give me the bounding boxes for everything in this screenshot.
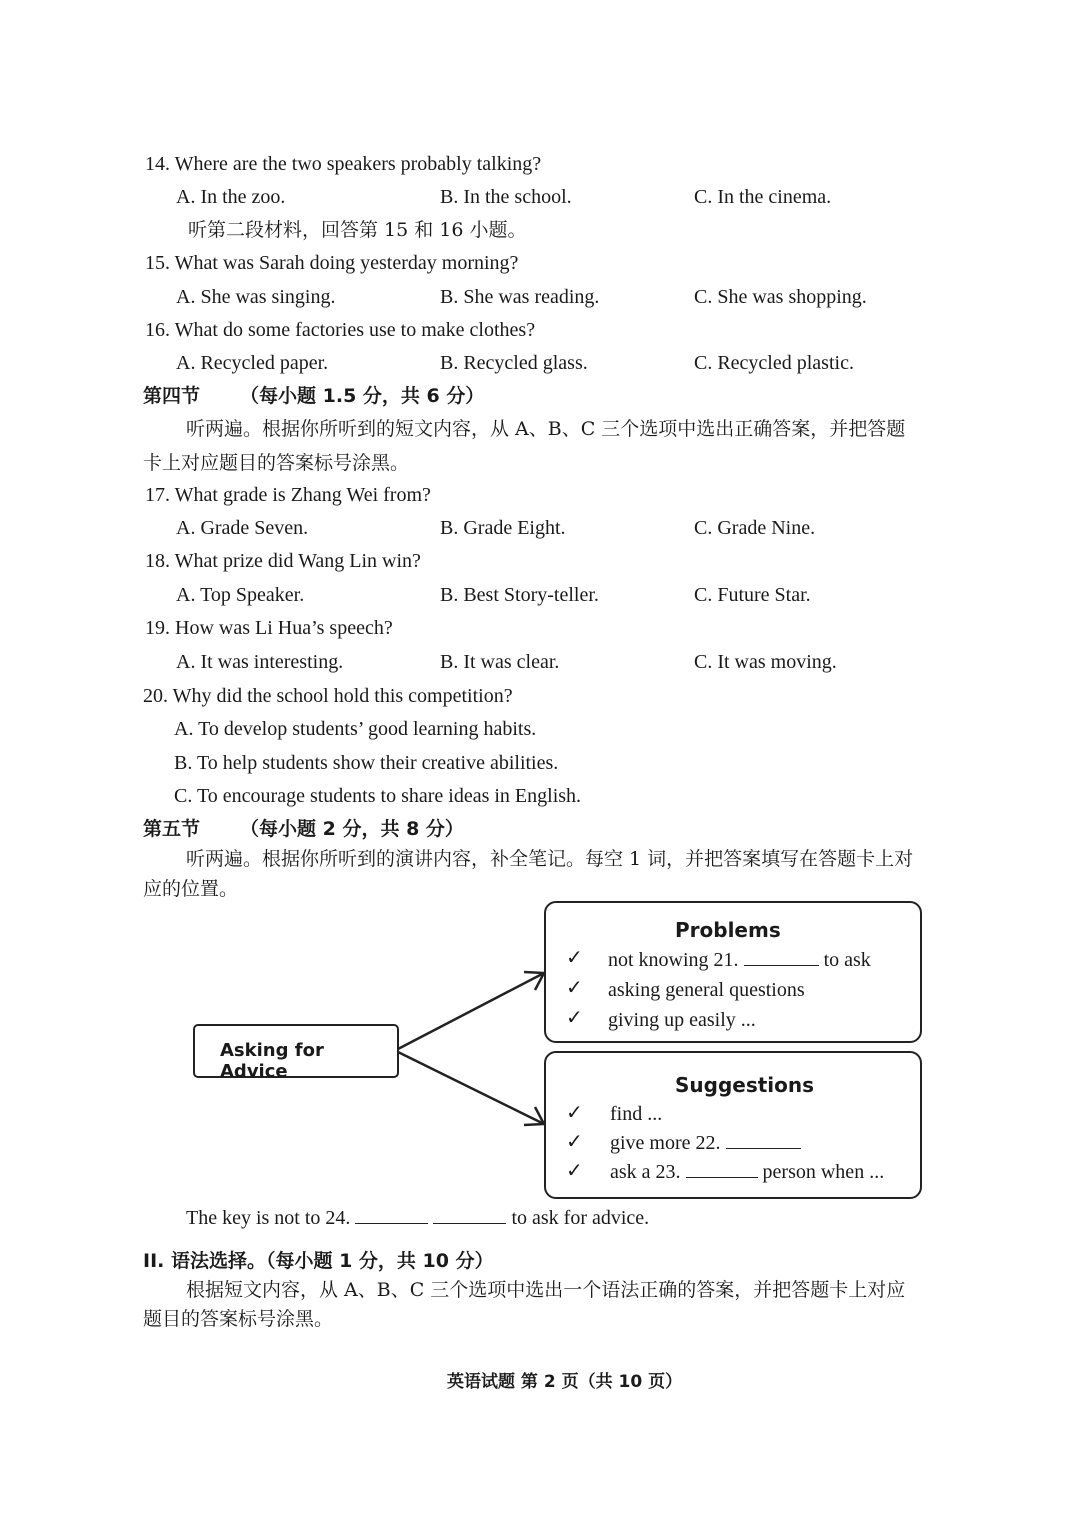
- q18-option-b: B. Best Story-teller.: [440, 584, 599, 606]
- suggestions-title: Suggestions: [675, 1073, 815, 1097]
- instruction-15-16: 听第二段材料，回答第 15 和 16 小题。: [188, 219, 527, 241]
- page-footer: 英语试题 第 2 页（共 10 页）: [447, 1372, 683, 1392]
- suggestions-item-3: [610, 1159, 884, 1185]
- q18-option-c: C. Future Star.: [694, 584, 811, 606]
- problems-title: Problems: [675, 918, 781, 942]
- suggestions-item-3-pre: ask a 23.: [610, 1161, 681, 1183]
- section4-score: （每小题 1.5 分，共 6 分）: [240, 385, 485, 407]
- section4-instruction-1: 听两遍。根据你所听到的短文内容，从 A、B、C 三个选项中选出正确答案，并把答题: [186, 418, 906, 440]
- q14-option-b: B. In the school.: [440, 186, 572, 208]
- check-icon: ✓: [566, 1129, 583, 1153]
- q17-option-a: A. Grade Seven.: [176, 517, 309, 539]
- blank-24b: [433, 1205, 506, 1224]
- q15-stem: 15. What was Sarah doing yesterday morning?: [145, 252, 519, 274]
- q15-option-c: C. She was shopping.: [694, 286, 867, 308]
- section5-score: （每小题 2 分，共 8 分）: [240, 818, 464, 840]
- q17-option-b: B. Grade Eight.: [440, 517, 566, 539]
- section5-title: 第五节: [143, 818, 201, 840]
- q18-stem: 18. What prize did Wang Lin win?: [145, 550, 421, 572]
- suggestions-item-1: find ...: [610, 1103, 663, 1125]
- q19-option-b: B. It was clear.: [440, 651, 560, 673]
- q19-option-a: A. It was interesting.: [176, 651, 344, 673]
- check-icon: ✓: [566, 1005, 583, 1029]
- suggestions-box: [544, 1051, 922, 1199]
- key-line: [186, 1205, 649, 1231]
- q20-option-c: C. To encourage students to share ideas in English.: [174, 785, 582, 807]
- key-line-pre: The key is not to 24.: [186, 1207, 351, 1229]
- q15-option-b: B. She was reading.: [440, 286, 600, 308]
- section4-instruction-2: 卡上对应题目的答案标号涂黑。: [143, 452, 410, 474]
- blank-22: [726, 1130, 801, 1149]
- problems-item-1: [608, 947, 871, 973]
- arrow-to-suggestions: [398, 1052, 544, 1124]
- q17-stem: 17. What grade is Zhang Wei from?: [145, 484, 431, 506]
- key-line-post: to ask for advice.: [511, 1207, 650, 1229]
- arrow-to-problems: [398, 973, 544, 1049]
- q16-option-c: C. Recycled plastic.: [694, 352, 854, 374]
- q20-option-a: A. To develop students’ good learning habits.: [174, 718, 537, 740]
- section4-title: 第四节: [143, 385, 201, 407]
- check-icon: ✓: [566, 975, 583, 999]
- section5-instruction-2: 应的位置。: [143, 878, 239, 900]
- q17-option-c: C. Grade Nine.: [694, 517, 816, 539]
- check-icon: ✓: [566, 945, 583, 969]
- problems-item-1-post: to ask: [823, 949, 871, 971]
- blank-23: [686, 1159, 758, 1178]
- part2-title: II. 语法选择。（每小题 1 分，共 10 分）: [143, 1250, 494, 1272]
- q15-option-a: A. She was singing.: [176, 286, 336, 308]
- problems-item-2: asking general questions: [608, 979, 805, 1001]
- check-icon: ✓: [566, 1158, 583, 1182]
- q19-stem: 19. How was Li Hua’s speech?: [145, 617, 393, 639]
- check-icon: ✓: [566, 1100, 583, 1124]
- q18-option-a: A. Top Speaker.: [176, 584, 305, 606]
- q14-option-c: C. In the cinema.: [694, 186, 832, 208]
- suggestions-item-3-post: person when ...: [762, 1161, 885, 1183]
- q14-stem: 14. Where are the two speakers probably talking?: [145, 153, 542, 175]
- asking-for-advice-box: [193, 1024, 399, 1082]
- q20-option-b: B. To help students show their creative abilities.: [174, 752, 559, 774]
- suggestions-item-2: [610, 1130, 801, 1156]
- q14-option-a: A. In the zoo.: [176, 186, 286, 208]
- problems-item-3: giving up easily ...: [608, 1009, 756, 1031]
- part2-instruction-1: 根据短文内容，从 A、B、C 三个选项中选出一个语法正确的答案，并把答题卡上对应: [186, 1279, 906, 1301]
- q16-option-b: B. Recycled glass.: [440, 352, 588, 374]
- asking-for-advice-label: Asking for Advice: [220, 1040, 324, 1082]
- q16-stem: 16. What do some factories use to make clothes?: [145, 319, 536, 341]
- section5-instruction-1: 听两遍。根据你所听到的演讲内容，补全笔记。每空 1 词，并把答案填写在答题卡上对: [186, 848, 914, 870]
- blank-24a: [355, 1205, 428, 1224]
- q16-option-a: A. Recycled paper.: [176, 352, 329, 374]
- problems-box: [544, 901, 922, 1043]
- blank-21: [744, 947, 819, 966]
- part2-instruction-2: 题目的答案标号涂黑。: [143, 1308, 334, 1330]
- q20-stem: 20. Why did the school hold this competition?: [143, 685, 513, 707]
- suggestions-item-2-pre: give more 22.: [610, 1132, 721, 1154]
- problems-item-1-pre: not knowing 21.: [608, 949, 739, 971]
- q19-option-c: C. It was moving.: [694, 651, 837, 673]
